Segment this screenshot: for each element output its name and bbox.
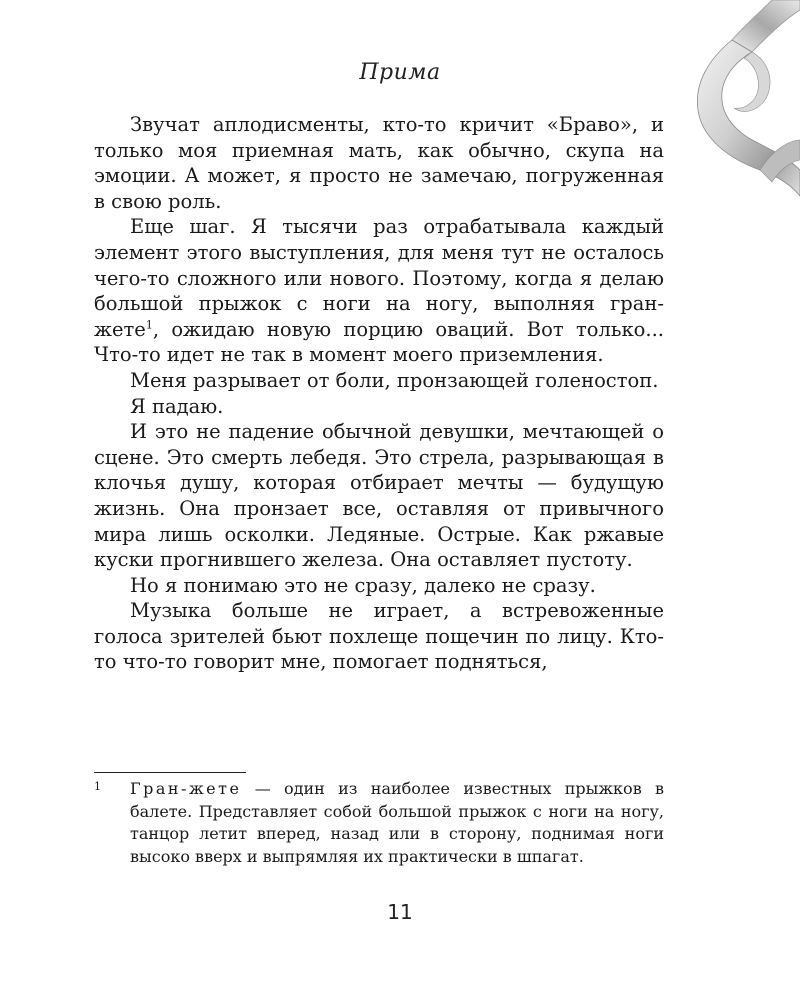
page-number: 11 (387, 900, 413, 924)
paragraph: Меня разрывает от боли, пронзающей голеностоп. (130, 368, 659, 392)
footnote-reference: 1 (145, 318, 153, 332)
satin-ribbon-icon (640, 0, 800, 200)
paragraph-text: , ожидаю новую порцию оваций. Вот только... Что-то идет не так в момент моего приземления. (94, 317, 664, 367)
paragraph: Музыка больше не играет, а встревоженные голоса зрителей бьют похлеще пощечин по лицу. Кто-то что-то говорит мне, помогает подняться, (94, 599, 664, 674)
footnote-definition: — один из наиболее известных прыжков в балете. Представляет собой большой прыжок с ноги на ногу, танцор летит вперед, назад или в сторону, поднимая ноги высоко вверх и выпрямляя их практически в шпагат. (130, 779, 664, 866)
chapter-body (94, 112, 664, 675)
footnote (94, 778, 664, 868)
paragraph-text: Еще шаг. Я тысячи раз отрабатывала каждый элемент этого выступления, для меня тут не осталось чего-то сложного или нового. Поэтому, когда я делаю большой прыжок с ноги на ногу, выполняя гран-жете (94, 215, 664, 341)
footnote-mark: 1 (94, 780, 101, 793)
paragraph: Я падаю. (130, 394, 224, 418)
footnote-text (130, 778, 664, 868)
paragraph: И это не падение обычной девушки, мечтающей о сцене. Это смерть лебедя. Это стрела, разрывающая в клочья душу, которая отбирает мечты — будущую жизнь. Она пронзает все, оставляя от привычного мира лишь осколки. Ледяные. Острые. Как ржавые куски прогнившего железа. Она оставляет пустоту. (94, 420, 664, 572)
paragraph: Звучат аплодисменты, кто-то кричит «Браво», и только моя приемная мать, как обычно, скупа на эмоции. А может, я просто не замечаю, погруженная в свою роль. (94, 113, 664, 213)
footnote-term: Гран-жете (130, 779, 242, 798)
paragraph: Но я понимаю это не сразу, далеко не сразу. (130, 573, 596, 597)
paragraph (94, 214, 664, 368)
running-head-title: Прима (359, 60, 441, 85)
footnote-divider (94, 772, 246, 773)
